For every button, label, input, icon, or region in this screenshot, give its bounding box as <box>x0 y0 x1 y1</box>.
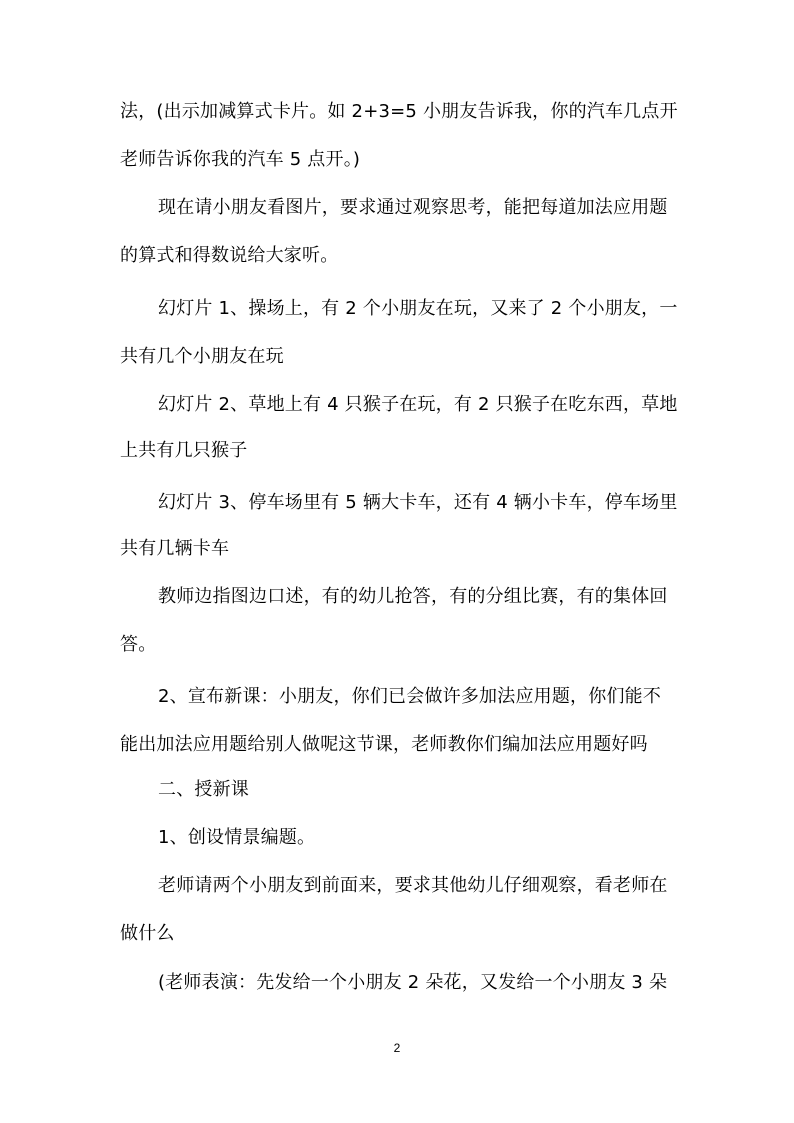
text-line: 能出加法应用题给别人做呢这节课，老师教你们编加法应用题好吗 <box>120 734 648 755</box>
section-heading: 二、授新课 <box>158 779 249 800</box>
text-line: 答。 <box>120 634 157 655</box>
text-line: 老师请两个小朋友到前面来，要求其他幼儿仔细观察，看老师在 <box>158 875 668 896</box>
subsection-heading: 1、创设情景编题。 <box>158 827 316 848</box>
text-line: 做什么 <box>120 923 175 944</box>
text-line: 共有几辆卡车 <box>120 538 230 559</box>
text-line: 幻灯片 1、操场上，有 2 个小朋友在玩，又来了 2 个小朋友，一 <box>158 298 678 319</box>
text-line: 教师边指图边口述，有的幼儿抢答，有的分组比赛，有的集体回 <box>158 586 668 607</box>
text-line: 法，(出示加减算式卡片。如 2+3=5 小朋友告诉我，你的汽车几点开 <box>120 101 678 122</box>
text-line: 现在请小朋友看图片，要求通过观察思考，能把每道加法应用题 <box>158 197 668 218</box>
text-line: 幻灯片 3、停车场里有 5 辆大卡车，还有 4 辆小卡车，停车场里 <box>158 492 678 513</box>
text-line: 上共有几只猴子 <box>120 440 248 461</box>
text-line: 幻灯片 2、草地上有 4 只猴子在玩，有 2 只猴子在吃东西，草地 <box>158 394 678 415</box>
text-line: 的算式和得数说给大家听。 <box>120 245 339 266</box>
text-line: 2、宣布新课：小朋友，你们已会做许多加法应用题，你们能不 <box>158 686 662 707</box>
page-number: 2 <box>393 1041 401 1055</box>
text-line: 共有几个小朋友在玩 <box>120 346 284 367</box>
text-line: (老师表演：先发给一个小朋友 2 朵花，又发给一个小朋友 3 朵 <box>158 972 668 993</box>
text-line: 老师告诉你我的汽车 5 点开。) <box>120 149 361 170</box>
